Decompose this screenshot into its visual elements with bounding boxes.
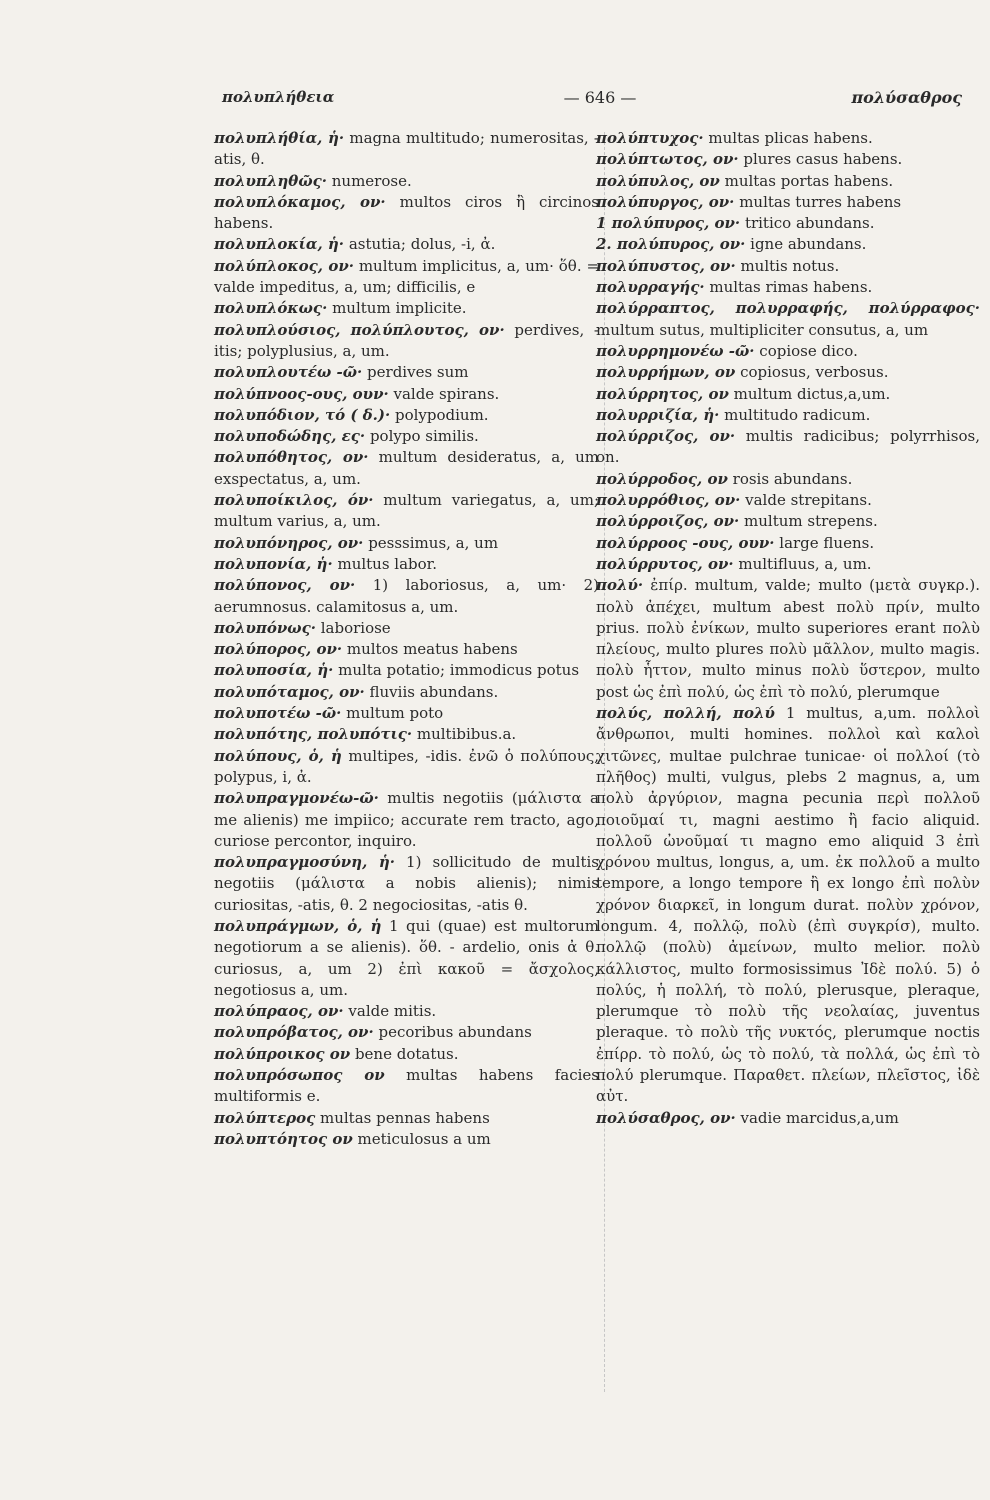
right-column [596,128,980,1129]
entry-definition: igne abundans. [750,235,867,254]
entry-definition: 1 multus, a,um. πολλοὶ ἄνθρωποι, multi homines. πολλοὶ καὶ καλοὶ χιτῶνες, multae pulchrae tunicae· οἱ πολλοί (τὸ πλῆθος) multi, vulgus, plebs 2 magnus, a, um πολὺ ἀργύριον, magna pecunia περὶ πολλοῦ ποιοῦμαί τι, magni aestimo ἢ facio aliquid. πολλοῦ ὠνοῦμαί τι magno emo aliquid 3 ἐπὶ χρόνου multus, longus, a, um. ἐκ πολλοῦ a multo tempore, a longo tempore ἢ ex longo ἐπὶ πολὺν χρόνον διαρκεῖ, in longum durat. πολὺν χρόνον, longum. 4, πολλῷ, πολὺ (ἐπὶ συγκρίσ), multo. πολλῷ (πολὺ) ἀμείνων, multo melior. πολὺ κάλλιστος, multo formosissimus Ἰδὲ πολύ. 5) ὁ πολύς, ἡ πολλή, τὸ πολύ, plerusque, pleraque, plerumque τὸ πολὺ τῆς νεολαίας, juventus pleraque. τὸ πολὺ τῆς νυκτός, plerumque noctis ἐπίρρ. τὸ πολύ, ὡς τὸ πολύ, τὰ πολλά, ὡς ἐπὶ τὸ πολύ plerumque. Παραθετ. πλείων, πλεῖστος, ἰδὲ αὐτ. [596,704,980,1106]
entry-lemma: πολυρρήμων, ον [596,363,736,382]
left-column [214,128,599,1150]
dictionary-entry [596,703,980,1108]
entry-definition: perdives sum [367,363,469,382]
entry-lemma: πολυποδώδης, ες· [214,427,366,446]
entry-lemma: πολύπροικος ον [214,1044,351,1063]
entry-lemma: πολύσαθρος, ον· [596,1108,736,1127]
entry-definition: polypo similis. [369,427,479,446]
dictionary-entry [214,852,599,916]
entry-lemma: πολυρριζία, ἡ· [596,405,720,424]
entry-lemma: πολυρρημονέω -ῶ· [596,341,755,360]
entry-definition: valde strepitans. [745,491,872,510]
entry-definition: meticulosus a um [357,1129,491,1148]
entry-definition: pesssimus, a, um [368,533,499,552]
entry-lemma: πολυπόδιον, τό ( δ.)· [214,405,391,424]
dictionary-entry [214,746,599,789]
entry-lemma: πολύπυστος, ον· [596,256,736,275]
page-number: — 646 — [563,88,637,107]
entry-definition: multum desideratus, a, um exspectatus, a, um. [214,448,599,488]
dictionary-entry [214,490,599,533]
entry-definition: multas portas habens. [724,171,894,190]
dictionary-entry [214,788,599,852]
dictionary-entry [596,171,980,192]
dictionary-entry [596,490,980,511]
dictionary-entry [214,1108,599,1129]
entry-definition: copiose dico. [759,341,858,360]
entry-lemma: πολυπρόβατος, ον· [214,1023,374,1042]
dictionary-entry [214,362,599,383]
entry-definition: rosis abundans. [732,469,853,488]
entry-definition: multas plicas habens. [708,129,873,147]
dictionary-entry [596,405,980,426]
entry-definition: astutia; dolus, -i, ἀ. [348,235,496,254]
dictionary-entry [214,171,599,192]
dictionary-entry [214,660,599,681]
dictionary-entry [214,384,599,405]
entry-definition: multis notus. [740,256,840,275]
entry-definition: large fluens. [779,533,875,552]
dictionary-entry [596,277,980,298]
dictionary-entry [596,469,980,490]
entry-definition: ἐπίρ. multum, valde; multo (μετὰ συγκρ.). πολὺ ἀπέχει, multum abest πολὺ πρίν, multo prius. πολὺ ἐνίκων, multo superiores erant πολὺ πλείους, multo plures πολὺ μᾶλλον, multo magis. πολὺ ἧττον, multo minus πολὺ ὕστερον, multo post ὡς ἐπὶ πολύ, ὡς ἐπὶ τὸ πολύ, plerumque [596,576,980,701]
entry-lemma: πολυπόθητος, ον· [214,448,369,467]
dictionary-entry [596,234,980,255]
entry-lemma: πολυπραγμοσύνη, ἡ· [214,853,395,872]
entry-lemma: πολυπρόσωπος ον [214,1066,385,1085]
entry-lemma: πολύρροος -ους, ουν· [596,533,775,552]
entry-definition: multibibus.a. [416,725,517,744]
entry-definition: multum sutus, multipliciter consutus, a, um [596,320,929,339]
entry-definition: multum strepens. [744,512,878,531]
dictionary-entry [596,256,980,277]
dictionary-entry [596,362,980,383]
entry-lemma: πολύρραπτος, πολυρραφής, πολύρραφος· [596,299,980,318]
entry-definition: multas rimas habens. [709,278,873,297]
entry-lemma: πολύπνοος-ους, ουν· [214,384,389,403]
entry-definition: copiosus, verbosus. [740,363,889,382]
entry-lemma: πολύπους, ὁ, ἡ [214,746,342,765]
dictionary-entry [214,426,599,447]
entry-lemma: πολύ· [596,576,644,595]
entry-lemma: πολυπόνηρος, ον· [214,533,364,552]
entry-definition: numerose. [331,171,412,190]
dictionary-entry [214,192,599,235]
entry-lemma: πολυποσία, ἡ· [214,661,334,680]
entry-lemma: πολύπυλος, ον [596,171,720,190]
entry-lemma: πολύρροιζος, ον· [596,512,740,531]
dictionary-entry [596,128,980,149]
dictionary-entry [214,1022,599,1043]
dictionary-entry [214,1065,599,1108]
page-header [200,88,972,118]
dictionary-entry [214,320,599,363]
entry-lemma: πολύρριζος, ον· [596,427,736,446]
dictionary-entry [596,511,980,532]
entry-definition: vadie marcidus,a,um [740,1108,899,1127]
entry-definition: multa potatio; immodicus potus [338,661,580,680]
entry-definition: polypodium. [394,405,489,424]
entry-definition: fluviis abundans. [369,682,499,701]
header-left-word: πολυπλήθεια [222,88,335,106]
entry-definition: multus labor. [337,554,437,573]
dictionary-entry [596,384,980,405]
dictionary-entry [214,128,599,171]
entry-lemma: πολύρρητος, ον [596,384,729,403]
entry-definition: 1) laboriosus, a, um· 2) aerumnosus. calamitosus a, um. [214,576,599,616]
dictionary-entry [214,639,599,660]
dictionary-entry [214,618,599,639]
entry-lemma: πολύρροδος, ον [596,469,728,488]
entry-lemma: 2. πολύπυρος, ον· [596,235,746,254]
dictionary-entry [214,575,599,618]
dictionary-entry [214,1044,599,1065]
dictionary-entry [214,447,599,490]
entry-definition: multis radicibus; polyrrhisos, on. [596,427,980,467]
header-right-word: πολύσαθρος [851,88,962,107]
entry-lemma: πολυρραγής· [596,278,705,297]
dictionary-entry [214,916,599,1001]
entry-lemma: πολύπραος, ον· [214,1002,344,1021]
dictionary-entry [596,1108,980,1129]
dictionary-entry [214,405,599,426]
entry-lemma: πολυπλήθία, ἡ· [214,129,345,147]
entry-lemma: πολύπορος, ον· [214,640,343,659]
entry-lemma: πολυπλόκαμος, ον· [214,192,386,211]
entry-definition: multitudo radicum. [724,405,871,424]
entry-lemma: πολυπραγμονέω-ῶ· [214,789,379,808]
entry-lemma: πολυπόταμος, ον· [214,682,365,701]
entry-lemma: πολυποτέω -ῶ· [214,704,342,723]
entry-definition: multum poto [346,704,444,723]
entry-definition: multum implicitus, a, um· ὅθ. = valde impeditus, a, um; difficilis, e [214,256,600,297]
entry-definition: bene dotatus. [354,1044,459,1063]
dictionary-entry [596,575,980,703]
dictionary-entry [214,682,599,703]
entry-lemma: πολύπτωτος, ον· [596,150,739,169]
entry-definition: multipes, -idis. ἐνῶ ὁ πολύπους, polypus, i, ἀ. [214,746,599,786]
entry-definition: 1 qui (quae) est multorum negotiorum a se alienis). ὅθ. - ardelio, onis ἀ θ. curiosus, a, um 2) ἐπὶ κακοῦ = ἄσχολος, negotiosus a, um. [214,916,599,999]
dictionary-entry [596,192,980,213]
dictionary-entry [596,341,980,362]
dictionary-entry [214,533,599,554]
entry-definition: multum variegatus, a, um; multum varius, a, um. [214,491,599,531]
entry-lemma: πολυρρόθιος, ον· [596,491,741,510]
entry-lemma: 1 πολύπυρος, ον· [596,214,741,233]
entry-definition: multis negotiis (μάλιστα a me alienis) me impiico; accurate rem tracto, ago, curiose percontor, inquiro. [214,789,599,850]
entry-definition: tritico abundans. [744,214,875,233]
dictionary-entry [596,149,980,170]
entry-lemma: πολυπλούσιος, πολύπλουτος, ον· [214,320,505,339]
dictionary-entry [214,298,599,319]
entry-definition: valde mitis. [348,1002,437,1021]
entry-lemma: πολύπλοκος, ον· [214,256,354,275]
entry-definition: multifluus, a, um. [738,554,872,573]
entry-definition: perdives, -itis; polyplusius, a, um. [214,320,599,360]
entry-lemma: πολύπυργος, ον· [596,192,735,211]
entry-definition: laboriose [320,618,391,637]
dictionary-entry [596,533,980,554]
entry-lemma: πολυπτόητος ον [214,1129,353,1148]
dictionary-entry [596,213,980,234]
dictionary-entry [214,1001,599,1022]
entry-definition: multum implicite. [332,299,467,318]
entry-lemma: πολύς, πολλή, πολύ [596,704,775,723]
entry-lemma: πολυπλουτέω -ῶ· [214,363,363,382]
entry-lemma: πολυποίκιλος, όν· [214,491,374,510]
entry-lemma: πολυπράγμων, ὁ, ἡ [214,916,382,935]
dictionary-entry [596,426,980,469]
entry-lemma: πολύπτερος [214,1108,316,1127]
entry-lemma: πολυπληθῶς· [214,171,327,190]
entry-definition: valde spirans. [393,384,500,403]
entry-lemma: πολύπονος, ον· [214,576,356,595]
dictionary-entry [214,554,599,575]
dictionary-entry [214,703,599,724]
entry-definition: multum dictus,a,um. [733,384,891,403]
entry-lemma: πολυπόνως· [214,618,316,637]
entry-definition: multos ciros ἢ circinos habens. [214,192,599,233]
entry-definition: multas pennas habens [320,1108,490,1127]
entry-definition: multas habens facies multiformis e. [214,1066,599,1106]
entry-lemma: πολυπλοκία, ἡ· [214,235,345,254]
entry-definition: multas turres habens [739,192,902,211]
entry-definition: 1) sollicitudo de multis negotiis (μάλιστα a nobis alienis); nimis curiositas, -atis, θ. 2 negociositas, -atis θ. [214,853,599,914]
dictionary-entry [596,298,980,341]
dictionary-entry [214,1129,599,1150]
entry-definition: plures casus habens. [743,150,903,169]
entry-lemma: πολυπλόκως· [214,299,328,318]
entry-lemma: πολύρρυτος, ον· [596,554,734,573]
entry-definition: magna multitudo; numerositas, -atis, θ. [214,129,599,169]
dictionary-entry [596,554,980,575]
dictionary-entry [214,234,599,255]
entry-definition: multos meatus habens [346,640,518,659]
entry-lemma: πολυπονία, ἡ· [214,554,333,573]
entry-lemma: πολύπτυχος· [596,129,704,147]
entry-lemma: πολυπότης, πολυπότις· [214,725,413,744]
dictionary-entry [214,724,599,745]
entry-definition: pecoribus abundans [378,1023,532,1042]
dictionary-entry [214,256,599,299]
